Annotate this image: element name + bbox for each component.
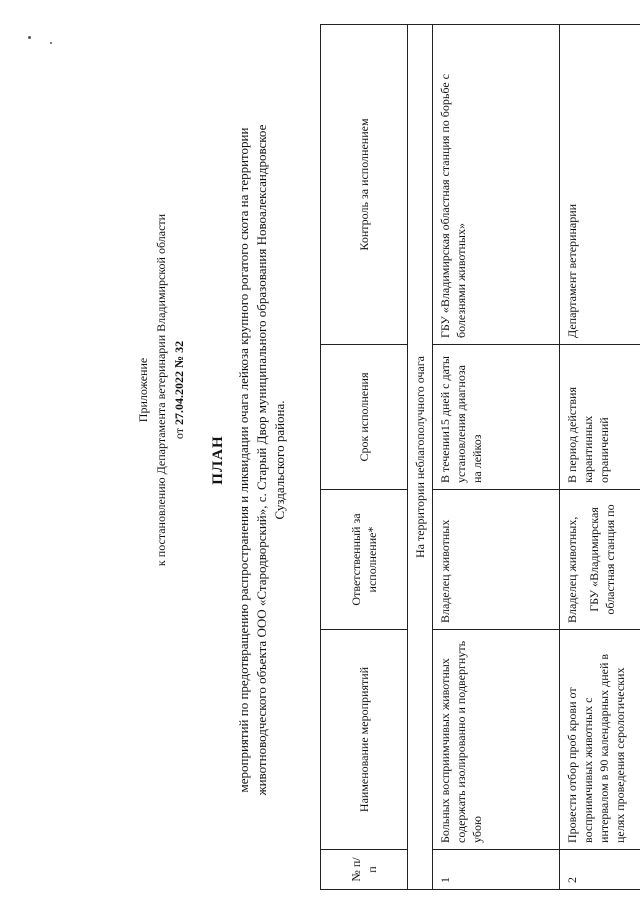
appendix-date-prefix: от	[172, 427, 186, 440]
intro-line-3: Суздальского района.	[272, 400, 287, 520]
intro-line-1: мероприятий по предотвращению распространения и ликвидации очага лейкоза крупного рогатого скота на территории	[236, 127, 251, 793]
rotated-content	[40, 10, 627, 890]
row-action: Больных восприимчивых животных содержать изолированно и подвергнуть убою	[433, 630, 560, 850]
scan-speck	[28, 36, 31, 39]
row-deadline: В течении15 дней с даты установления диагноза на лейкоз	[433, 345, 560, 490]
row-responsible: Владелец животных	[433, 490, 560, 630]
appendix-label: Приложение	[136, 357, 150, 423]
row-deadline: В период действия карантинных ограничений	[560, 345, 640, 490]
row-responsible-station: ГБУ «Владимирская областная станция по	[587, 504, 617, 615]
row-control: Департамент ветеринарии	[560, 25, 640, 345]
row-number: 1	[433, 850, 560, 890]
header-number: № п/п	[321, 850, 408, 890]
table-row	[433, 25, 560, 890]
intro-line-2: животноводческого объекта ООО «Стародворский», с. Старый Двор муниципального образования Новоалександровское	[254, 124, 269, 796]
document-title: ПЛАН	[210, 435, 226, 485]
appendix-date-number: 27.04.2022 № 32	[172, 340, 186, 425]
header-control: Контроль за исполнением	[321, 25, 408, 345]
row-control: ГБУ «Владимирская областная станция по борьбе с болезнями животных»	[433, 25, 560, 345]
row-responsible	[560, 490, 640, 630]
section-row	[408, 25, 433, 890]
header-deadline: Срок исполнения	[321, 345, 408, 490]
plan-table	[320, 24, 640, 890]
section-title: На территории неблагополучного очага	[408, 25, 433, 890]
header-action: Наименование мероприятий	[321, 630, 408, 850]
table-header-row	[321, 25, 408, 890]
header-responsible: Ответственный за исполнение*	[321, 490, 408, 630]
row-number: 2	[560, 850, 640, 890]
row-responsible-owner: Владелец животных,	[565, 516, 579, 623]
table-row	[560, 25, 640, 890]
row-action: Провести отбор проб крови от восприимчивых животных с интервалом в 90 календарных дней в целях проведения серологических	[560, 630, 640, 850]
appendix-decree: к постановлению Департамента ветеринарии Владимирской области	[154, 213, 168, 567]
appendix-date	[171, 90, 187, 690]
